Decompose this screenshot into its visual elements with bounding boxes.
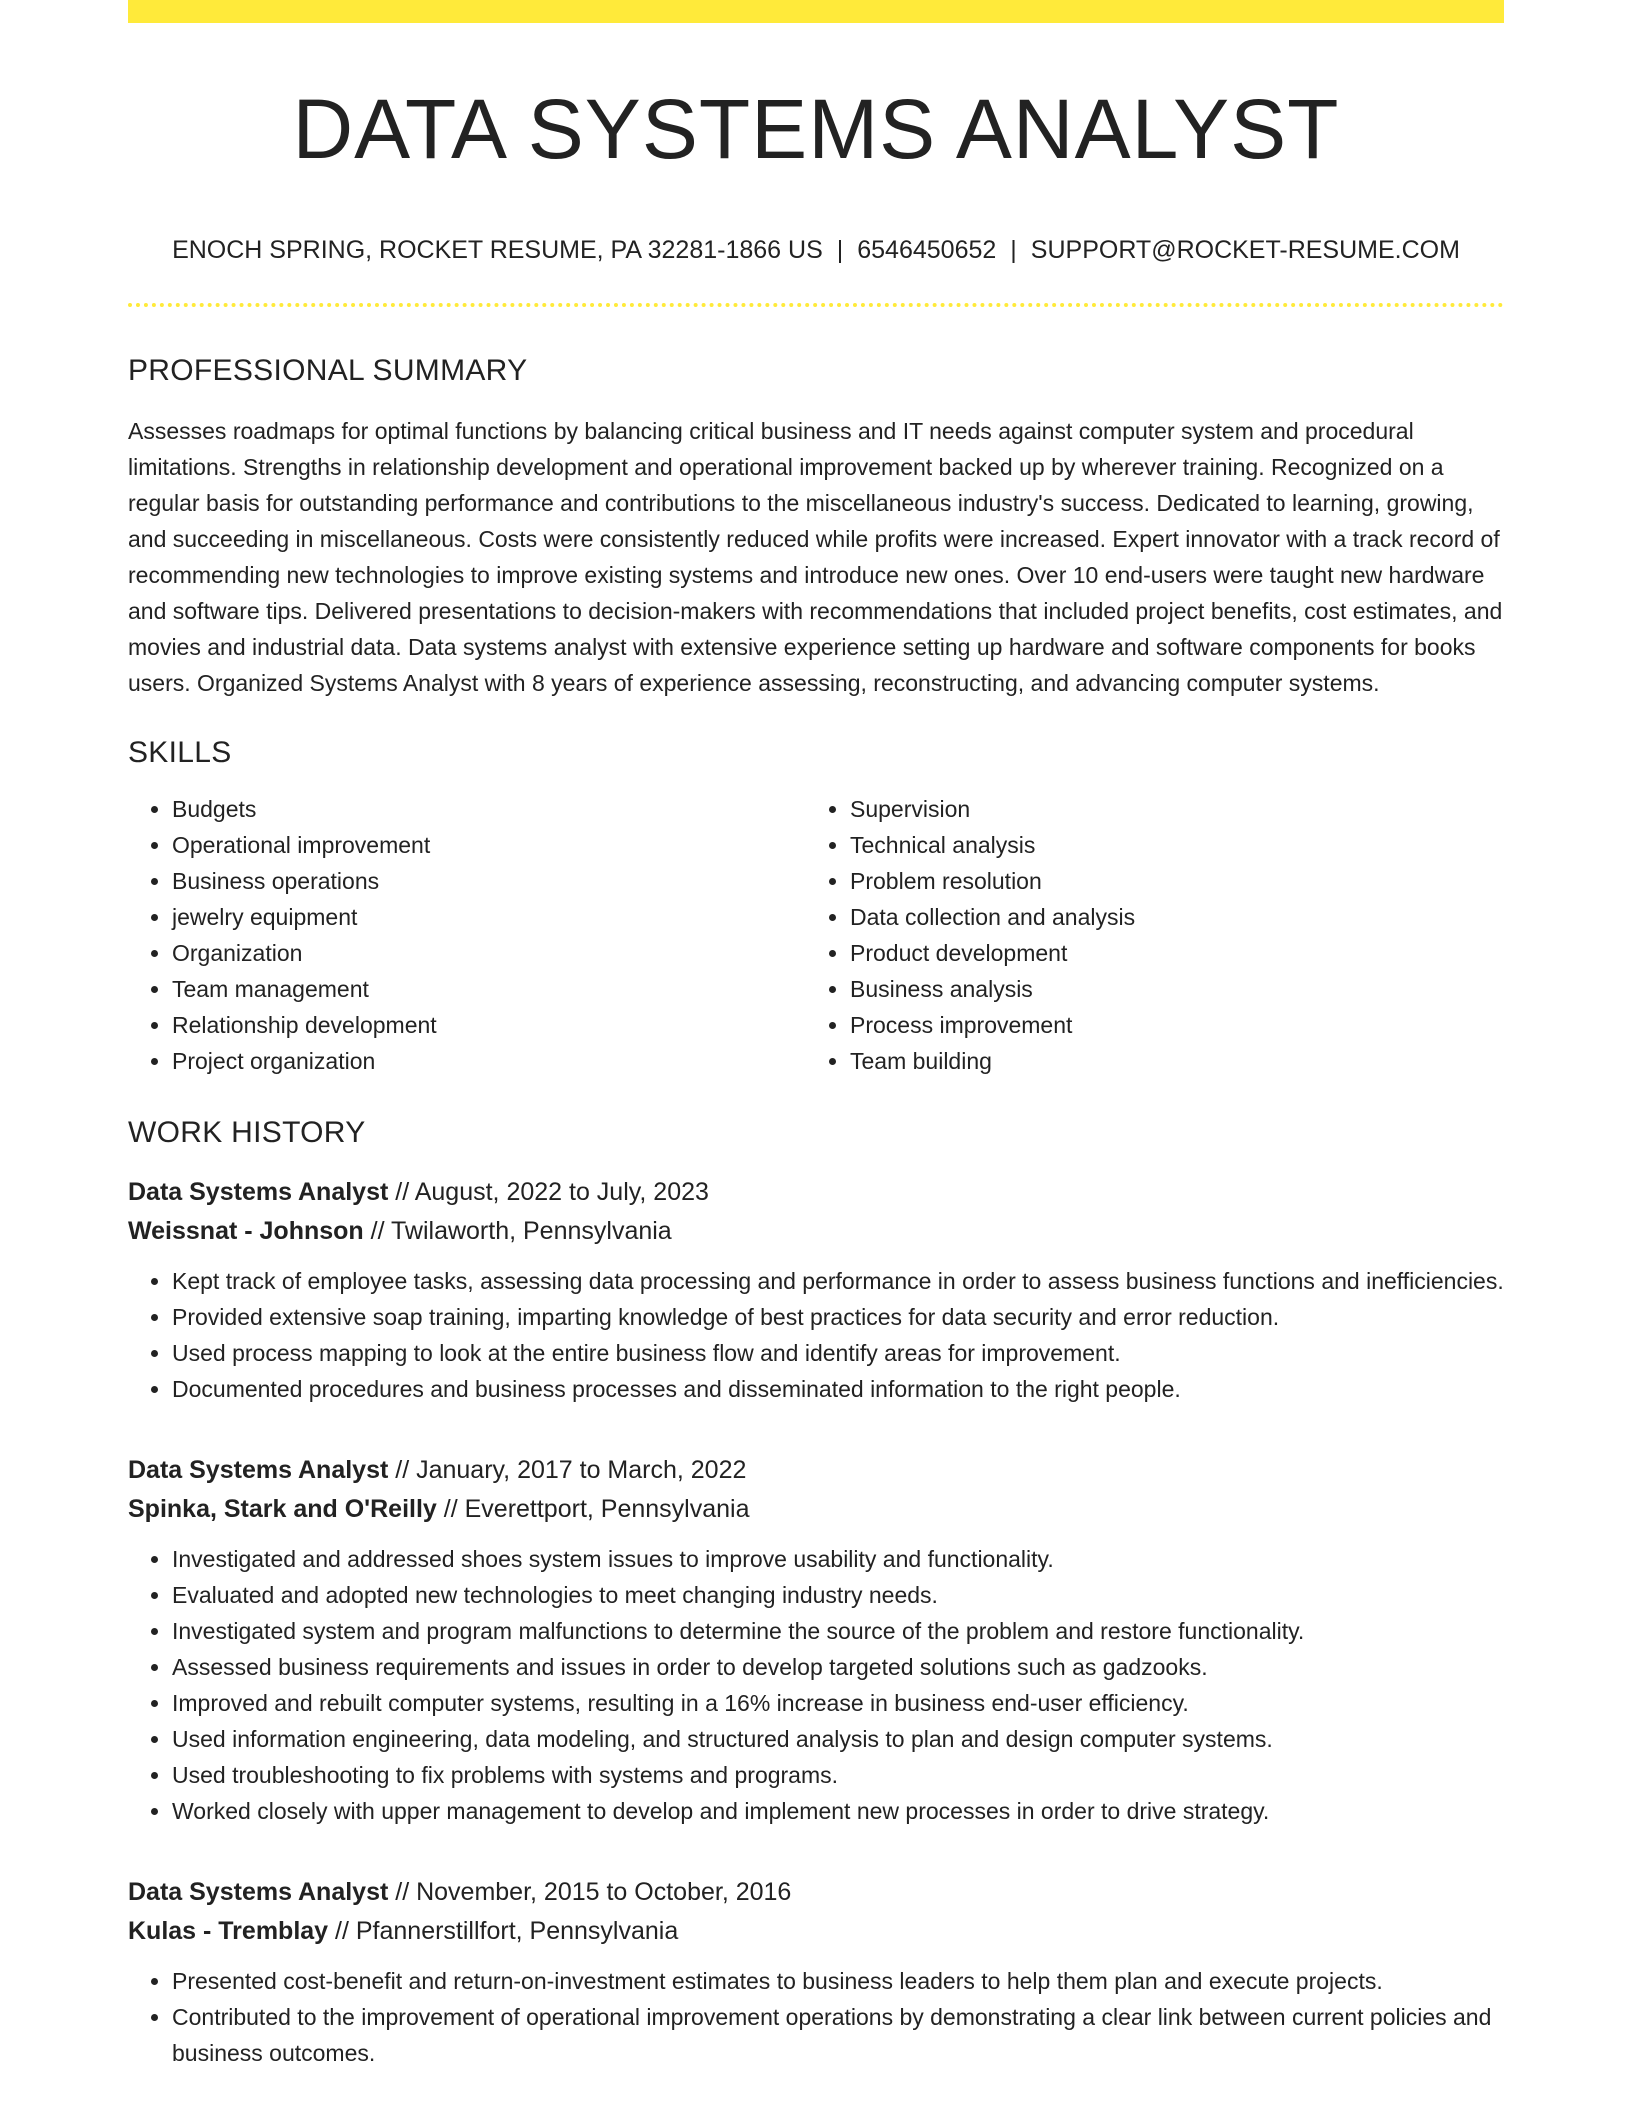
skill-item: • Technical analysis xyxy=(850,827,1484,863)
job-bullet: • Kept track of employee tasks, assessing data processing and performance in order to assess business functions and inefficiencies. xyxy=(172,1263,1504,1299)
skill-item: • Data collection and analysis xyxy=(850,899,1484,935)
job-bullet: • Investigated and addressed shoes system issues to improve usability and functionality. xyxy=(172,1541,1504,1577)
contact-separator: | xyxy=(836,236,844,265)
job-title: Data Systems Analyst xyxy=(128,1878,389,1907)
job-title-line xyxy=(128,1873,1504,1912)
skill-item: • Budgets xyxy=(172,791,806,827)
skill-item: • Project organization xyxy=(172,1043,806,1079)
job-company-line xyxy=(128,1912,1504,1951)
job-title: Data Systems Analyst xyxy=(128,1178,389,1207)
skill-item: • Relationship development xyxy=(172,1007,806,1043)
job-title: Data Systems Analyst xyxy=(128,1456,389,1485)
skill-item: • Product development xyxy=(850,935,1484,971)
skill-item: • Business operations xyxy=(172,863,806,899)
skill-item: • Team building xyxy=(850,1043,1484,1079)
contact-address: ENOCH SPRING, ROCKET RESUME, PA 32281-1866 US xyxy=(172,236,823,265)
summary-heading: PROFESSIONAL SUMMARY xyxy=(128,354,528,388)
contact-line xyxy=(128,235,1504,265)
job-company-line xyxy=(128,1212,1504,1251)
skills-column-right xyxy=(806,791,1484,1079)
job-company-line xyxy=(128,1490,1504,1529)
resume-page xyxy=(128,0,1504,2071)
job-bullet: • Presented cost-benefit and return-on-investment estimates to business leaders to help them plan and execute projects. xyxy=(172,1963,1504,1999)
dotted-divider xyxy=(128,303,1504,307)
job-bullet: • Provided extensive soap training, imparting knowledge of best practices for data security and error reduction. xyxy=(172,1299,1504,1335)
contact-email: SUPPORT@ROCKET-RESUME.COM xyxy=(1030,236,1460,265)
job-location: // Twilaworth, Pennsylvania xyxy=(363,1217,672,1246)
accent-top-bar xyxy=(128,0,1504,23)
skill-item: • jewelry equipment xyxy=(172,899,806,935)
job-company: Kulas - Tremblay xyxy=(128,1917,329,1946)
job-dates: // August, 2022 to July, 2023 xyxy=(388,1178,709,1207)
job-bullets xyxy=(128,1541,1504,1829)
job-bullet: • Used troubleshooting to fix problems with systems and programs. xyxy=(172,1757,1504,1793)
job-bullets xyxy=(128,1963,1504,2071)
job-bullet: • Used process mapping to look at the entire business flow and identify areas for improvement. xyxy=(172,1335,1504,1371)
job-entry xyxy=(128,1873,1504,2071)
job-entry xyxy=(128,1173,1504,1407)
summary-text: Assesses roadmaps for optimal functions by balancing critical business and IT needs against computer system and procedural limitations. Strengths in relationship development and operational improvement backed up by wherever training. Recognized on a regular basis for outstanding performance and contributions to the miscellaneous industry's success. Dedicated to learning, growing, and succeeding in miscellaneous. Costs were consistently reduced while profits were increased. Expert innovator with a track record of recommending new technologies to improve existing systems and introduce new ones. Over 10 end-users were taught new hardware and software tips. Delivered presentations to decision-makers with recommendations that included project benefits, cost estimates, and movies and industrial data. Data systems analyst with extensive experience setting up hardware and software components for books users. Organized Systems Analyst with 8 years of experience assessing, reconstructing, and advancing computer systems. xyxy=(128,418,1503,697)
skill-item: • Operational improvement xyxy=(172,827,806,863)
skills-list xyxy=(128,791,1504,1079)
job-bullet: • Worked closely with upper management to develop and implement new processes in order to drive strategy. xyxy=(172,1793,1504,1829)
job-company: Spinka, Stark and O'Reilly xyxy=(128,1495,437,1524)
job-bullets xyxy=(128,1263,1504,1407)
job-bullet: • Documented procedures and business processes and disseminated information to the right people. xyxy=(172,1371,1504,1407)
skill-item: • Supervision xyxy=(850,791,1484,827)
job-bullet: • Contributed to the improvement of operational improvement operations by demonstrating a clear link between current policies and business outcomes. xyxy=(172,1999,1504,2071)
job-title-line xyxy=(128,1173,1504,1212)
skill-item: • Process improvement xyxy=(850,1007,1484,1043)
job-title-line xyxy=(128,1451,1504,1490)
job-bullet: • Used information engineering, data modeling, and structured analysis to plan and design computer systems. xyxy=(172,1721,1504,1757)
skill-item: • Team management xyxy=(172,971,806,1007)
job-dates: // November, 2015 to October, 2016 xyxy=(388,1878,792,1907)
job-location: // Pfannerstillfort, Pennsylvania xyxy=(328,1917,679,1946)
job-bullet: • Investigated system and program malfunctions to determine the source of the problem and restore functionality. xyxy=(172,1613,1504,1649)
job-bullet: • Assessed business requirements and issues in order to develop targeted solutions such as gadzooks. xyxy=(172,1649,1504,1685)
job-dates: // January, 2017 to March, 2022 xyxy=(388,1456,747,1485)
skill-item: • Business analysis xyxy=(850,971,1484,1007)
skill-item: • Organization xyxy=(172,935,806,971)
job-bullet: • Evaluated and adopted new technologies to meet changing industry needs. xyxy=(172,1577,1504,1613)
job-location: // Everettport, Pennsylvania xyxy=(436,1495,750,1524)
skill-item: • Problem resolution xyxy=(850,863,1484,899)
skills-column-left xyxy=(128,791,806,1079)
resume-title: DATA SYSTEMS ANALYST xyxy=(292,82,1340,176)
job-company: Weissnat - Johnson xyxy=(128,1217,364,1246)
contact-separator: | xyxy=(1010,236,1017,265)
skills-heading: SKILLS xyxy=(128,736,232,770)
job-bullet: • Improved and rebuilt computer systems, resulting in a 16% increase in business end-user efficiency. xyxy=(172,1685,1504,1721)
contact-phone: 6546450652 xyxy=(857,236,997,265)
job-entry xyxy=(128,1451,1504,1829)
work-history-heading: WORK HISTORY xyxy=(128,1116,366,1150)
